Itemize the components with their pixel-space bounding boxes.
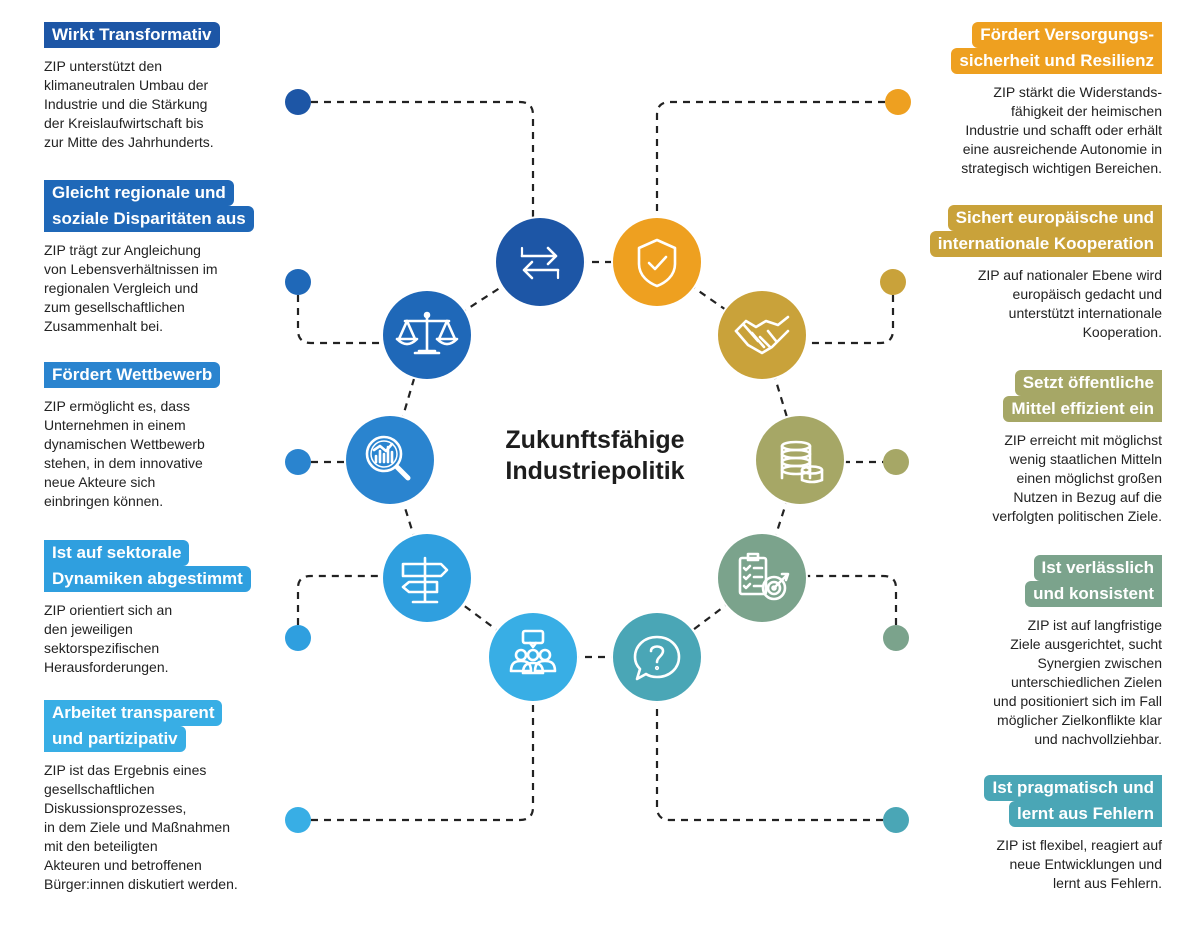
icon-node-konsistent bbox=[716, 532, 808, 624]
description-wettbewerb: ZIP ermöglicht es, dass Unternehmen in einem dynamischen Wettbewerb stehen, in dem innovative neue Akteure sich einbringen können. bbox=[44, 398, 205, 509]
label-block-effizient bbox=[882, 370, 1162, 526]
description-transformativ: ZIP unterstützt den klimaneutralen Umbau der Industrie und die Stärkung der Kreislaufwirtschaft bis zur Mitte des Jahrhunderts. bbox=[44, 58, 214, 150]
description-resilienz: ZIP stärkt die Widerstands- fähigkeit der heimischen Industrie und schafft oder erhält eine ausreichende Autonomie in strategisch wichtigen Bereichen. bbox=[961, 84, 1162, 176]
icon-circle-pragmatisch bbox=[613, 613, 701, 701]
title-tag-sektoral-1: Dynamiken abgestimmt bbox=[44, 566, 251, 592]
title-tag-transformativ-0: Wirkt Transformativ bbox=[44, 22, 220, 48]
icon-node-transformativ bbox=[494, 216, 586, 308]
connector-line-sektoral bbox=[298, 576, 386, 638]
title-tag-kooperation-0: Sichert europäische und bbox=[948, 205, 1162, 231]
label-block-pragmatisch bbox=[882, 775, 1162, 893]
connector-line-transparent bbox=[298, 700, 533, 820]
title-tag-disparitaeten-0: Gleicht regionale und bbox=[44, 180, 234, 206]
icon-node-effizient bbox=[754, 414, 846, 506]
description-kooperation: ZIP auf nationaler Ebene wird europäisch gedacht und unterstützt internationale Kooperation. bbox=[977, 267, 1162, 340]
description-disparitaeten: ZIP trägt zur Angleichung von Lebensverhältnissen im regionalen Vergleich und zum gesellschaftlichen Zusammenhalt bei. bbox=[44, 242, 218, 334]
icon-circle-resilienz bbox=[613, 218, 701, 306]
label-block-transformativ bbox=[44, 22, 304, 152]
title-tag-effizient-0: Setzt öffentliche bbox=[1015, 370, 1162, 396]
title-tag-resilienz-1: sicherheit und Resilienz bbox=[951, 48, 1162, 74]
title-tag-transparent-0: Arbeitet transparent bbox=[44, 700, 222, 726]
icon-node-transparent bbox=[487, 611, 579, 703]
icon-circle-sektoral bbox=[383, 534, 471, 622]
icon-circle-transparent bbox=[489, 613, 577, 701]
label-block-kooperation bbox=[882, 205, 1162, 342]
icon-node-pragmatisch bbox=[611, 611, 703, 703]
icon-node-resilienz bbox=[611, 216, 703, 308]
icon-circle-kooperation bbox=[718, 291, 806, 379]
description-pragmatisch: ZIP ist flexibel, reagiert auf neue Entwicklungen und lernt aus Fehlern. bbox=[996, 837, 1162, 891]
title-tag-effizient-1: Mittel effizient ein bbox=[1003, 396, 1162, 422]
title-tag-resilienz-0: Fördert Versorgungs- bbox=[972, 22, 1162, 48]
description-konsistent: ZIP ist auf langfristige Ziele ausgerichtet, sucht Synergien zwischen unterschiedlichen Zielen und positioniert sich im Fall möglicher Zielkonflikte klar und nachvollziehbar. bbox=[993, 617, 1162, 747]
label-block-resilienz bbox=[882, 22, 1162, 178]
label-block-konsistent bbox=[882, 555, 1162, 749]
title-tag-pragmatisch-0: Ist pragmatisch und bbox=[984, 775, 1162, 801]
connector-line-resilienz bbox=[657, 102, 898, 232]
icon-node-wettbewerb bbox=[344, 414, 436, 506]
title-tag-disparitaeten-1: soziale Disparitäten aus bbox=[44, 206, 254, 232]
center-title: Zukunftsfähige Industriepolitik bbox=[505, 426, 685, 485]
icon-circle-transformativ bbox=[496, 218, 584, 306]
title-tag-pragmatisch-1: lernt aus Fehlern bbox=[1009, 801, 1162, 827]
title-tag-kooperation-1: internationale Kooperation bbox=[930, 231, 1162, 257]
label-block-disparitaeten bbox=[44, 180, 304, 336]
connector-line-transformativ bbox=[298, 102, 533, 232]
icon-node-sektoral bbox=[381, 532, 473, 624]
label-block-transparent bbox=[44, 700, 304, 894]
icon-circle-wettbewerb bbox=[346, 416, 434, 504]
description-sektoral: ZIP orientiert sich an den jeweiligen sektorspezifischen Herausforderungen. bbox=[44, 602, 173, 675]
title-tag-transparent-1: und partizipativ bbox=[44, 726, 186, 752]
title-tag-konsistent-0: Ist verlässlich bbox=[1034, 555, 1162, 581]
icon-node-kooperation bbox=[716, 289, 808, 381]
icon-circle-effizient bbox=[756, 416, 844, 504]
description-effizient: ZIP erreicht mit möglichst wenig staatlichen Mitteln einen möglichst großen Nutzen in Bezug auf die verfolgten politischen Ziele. bbox=[992, 432, 1162, 524]
connector-line-pragmatisch bbox=[657, 700, 896, 820]
connector-line-kooperation bbox=[800, 282, 893, 343]
title-tag-wettbewerb-0: Fördert Wettbewerb bbox=[44, 362, 220, 388]
title-tag-konsistent-1: und konsistent bbox=[1025, 581, 1162, 607]
title-tag-sektoral-0: Ist auf sektorale bbox=[44, 540, 189, 566]
description-transparent: ZIP ist das Ergebnis eines gesellschaftlichen Diskussionsprozesses, in dem Ziele und Maßnahmen mit den beteiligten Akteuren und betroffenen Bürger:innen diskutiert werden. bbox=[44, 762, 238, 892]
label-block-sektoral bbox=[44, 540, 304, 677]
label-block-wettbewerb bbox=[44, 362, 304, 511]
icon-node-disparitaeten bbox=[381, 289, 473, 381]
